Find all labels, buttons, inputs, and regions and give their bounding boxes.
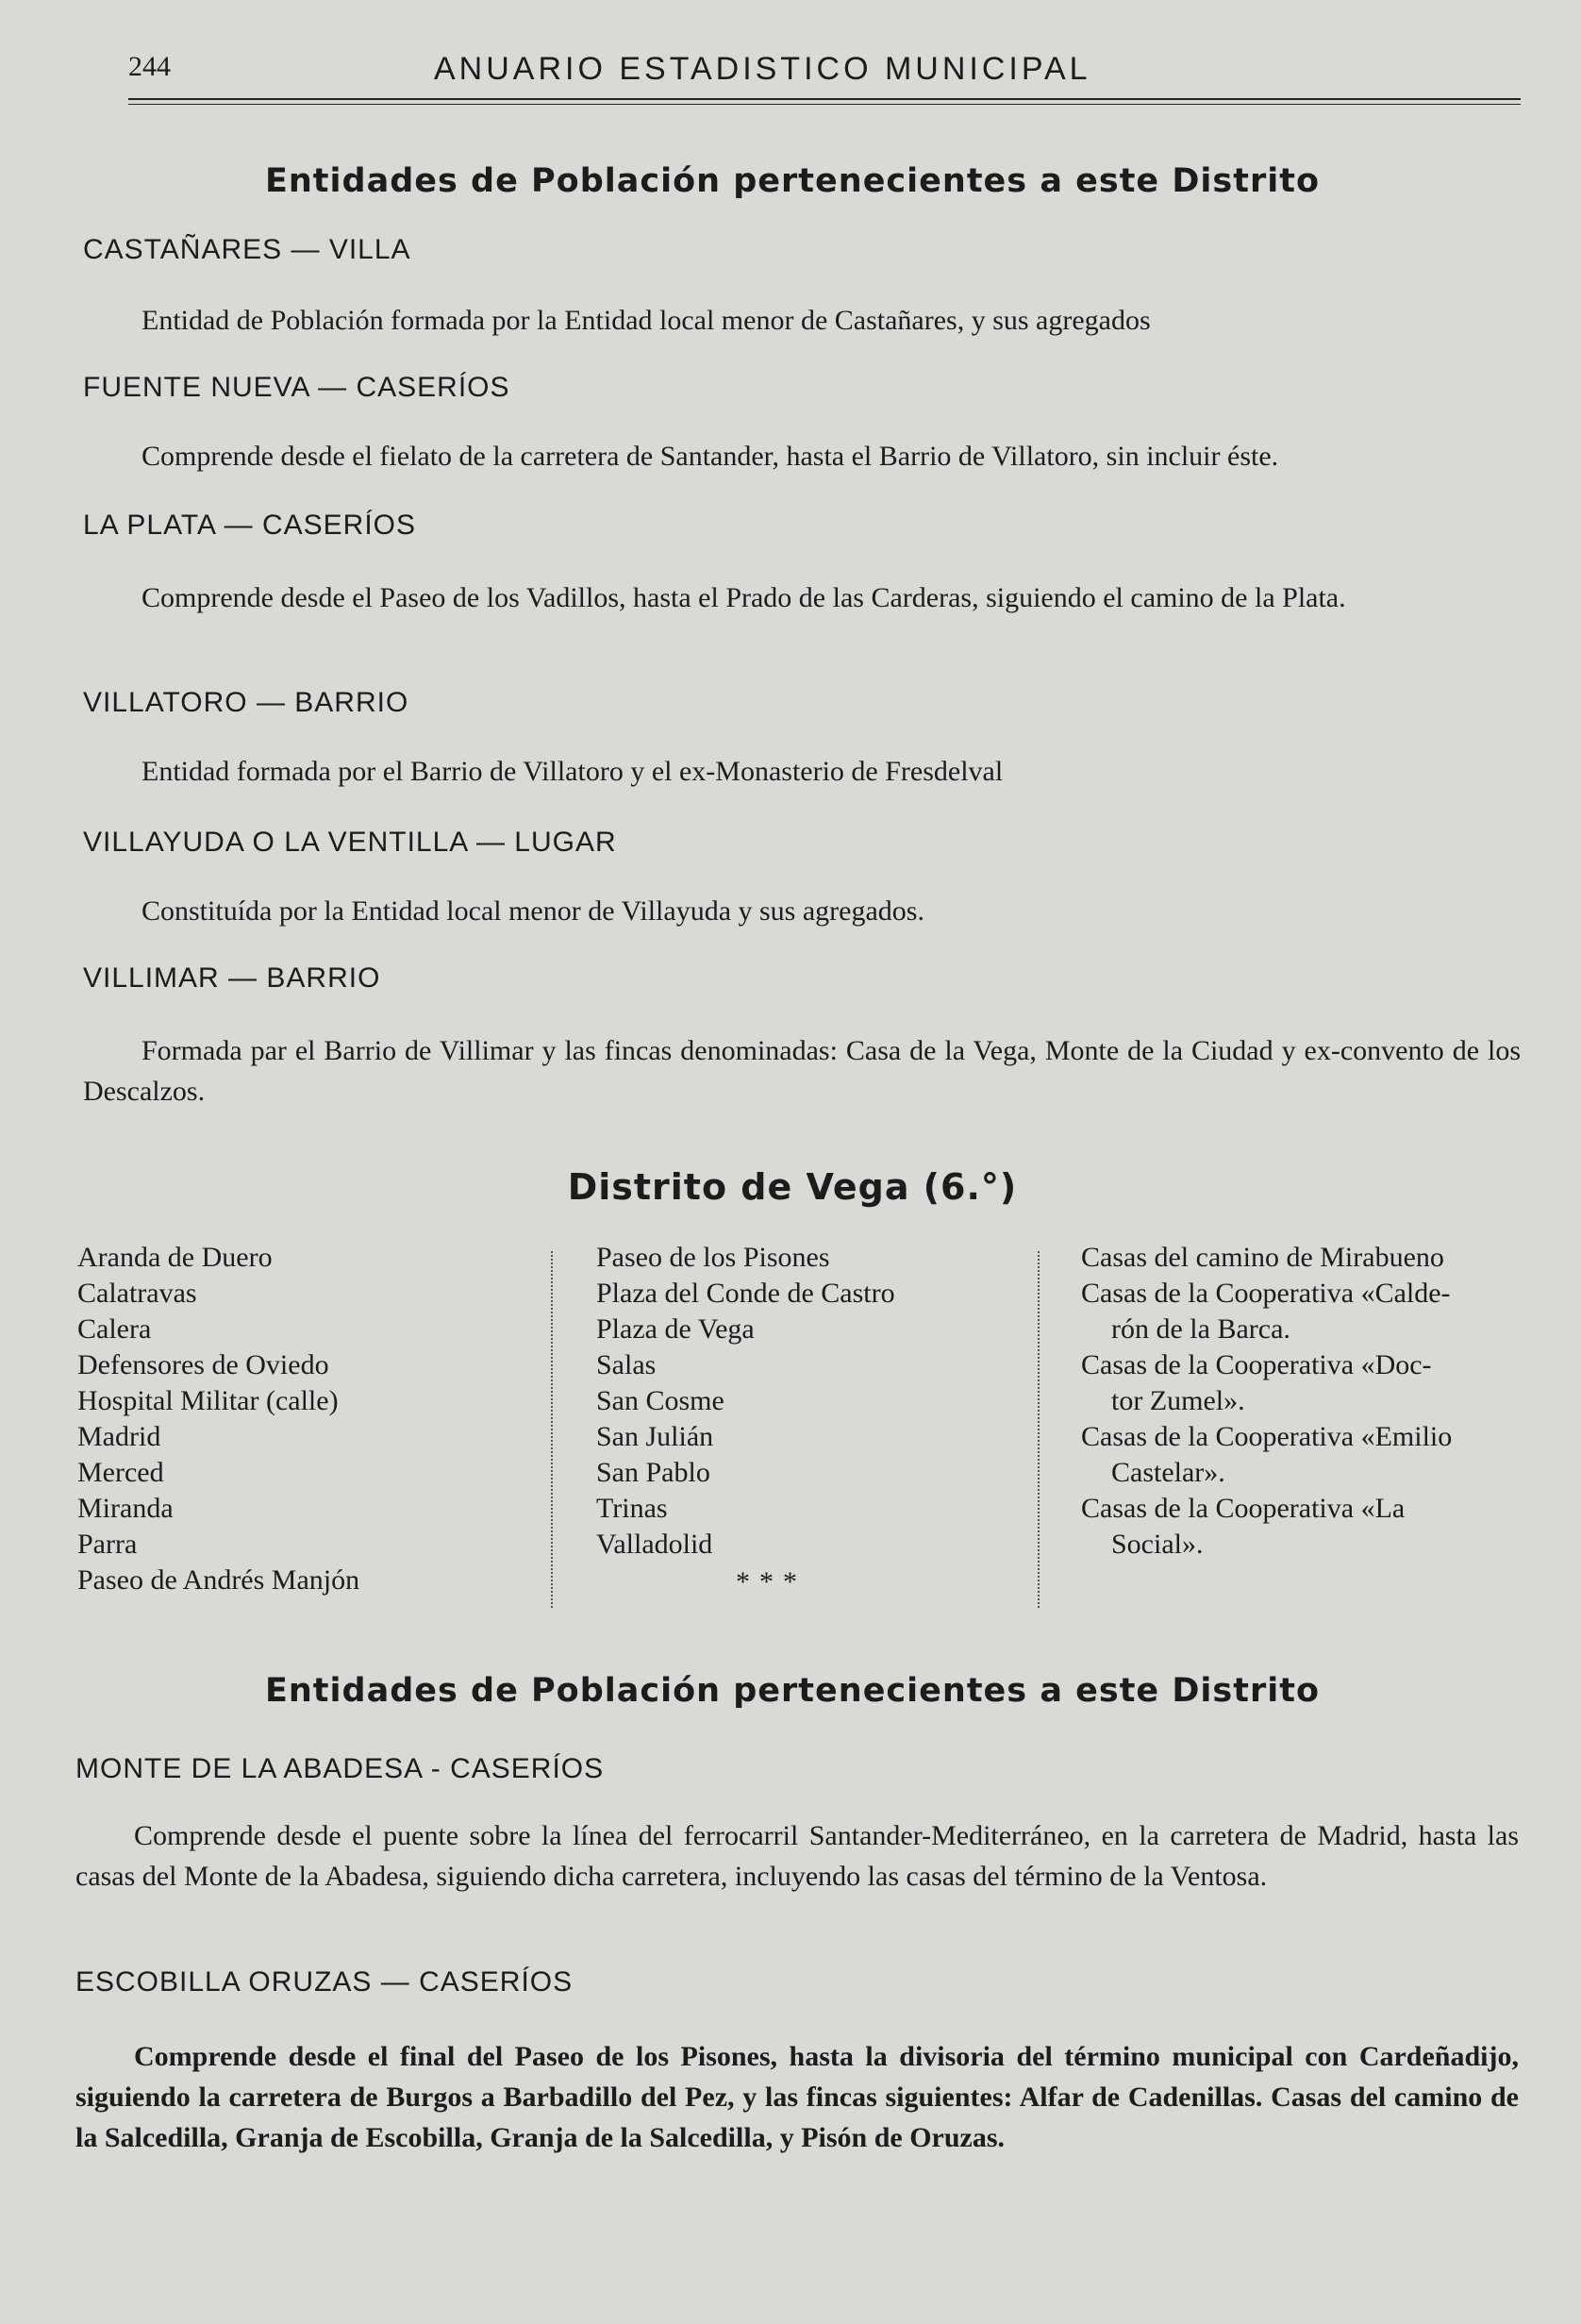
entity-description: Comprende desde el Paseo de los Vadillos, hasta el Prado de las Carderas, siguiendo el camino de la Plata. (141, 582, 1346, 613)
entity-title: FUENTE NUEVA — CASERÍOS (83, 372, 510, 403)
street-name: Hospital Militar (calle) (77, 1385, 339, 1416)
street-column-3 (1081, 1240, 1524, 1563)
street-name: Casas de la Cooperativa «Emilio (1081, 1421, 1453, 1452)
street-entry (1081, 1240, 1524, 1276)
entity-title: VILLATORO — BARRIO (83, 687, 409, 718)
street-entry (1081, 1419, 1524, 1491)
street-name: Plaza del Conde de Castro (596, 1278, 895, 1309)
street-name: Casas de la Cooperativa «Doc- (1081, 1349, 1432, 1380)
entity-description: Entidad formada por el Barrio de Villatoro y el ex-Monasterio de Fresdelval (141, 756, 1004, 787)
page-header (128, 45, 1521, 104)
entity-title: LA PLATA — CASERÍOS (83, 510, 417, 541)
entity-title: MONTE DE LA ABADESA - CASERÍOS (75, 1753, 605, 1784)
street-name: Merced (77, 1457, 164, 1488)
street-name: Valladolid (596, 1529, 713, 1560)
entity-description: Constituída por la Entidad local menor de Villayuda y sus agregados. (141, 895, 924, 927)
street-name: Casas de la Cooperativa «La (1081, 1493, 1406, 1524)
street-entry (1081, 1347, 1524, 1419)
street-name: San Julián (596, 1421, 714, 1452)
entity-description: Comprende desde el final del Paseo de los Pisones, hasta la divisoria del término municipal con Cardeñadijo, siguiendo la carretera de Burgos a Barbadillo del Pez, y las fincas siguientes: Alfar de Cadenillas. Casas del camino de la Salcedilla, Granja de Escobilla, Granja de la Salcedilla, y Pisón de Oruzas. (75, 2041, 1519, 2153)
street-name: Salas (596, 1349, 657, 1380)
entity-title: VILLIMAR — BARRIO (83, 962, 381, 994)
column-divider (1038, 1251, 1040, 1608)
asterism: * * * (736, 1566, 800, 1597)
street-name: San Pablo (596, 1457, 710, 1488)
street-name-continuation: Social». (1111, 1529, 1204, 1560)
running-title: ANUARIO ESTADISTICO MUNICIPAL (434, 51, 1091, 87)
entity-description: Comprende desde el puente sobre la línea del ferrocarril Santander-Mediterráneo, en la carretera de Madrid, hasta las casas del Monte de la Abadesa, siguiendo dicha carretera, incluyendo las casas del término de la Ventosa. (75, 1820, 1519, 1892)
street-entry (1081, 1276, 1524, 1347)
column-divider (551, 1251, 553, 1608)
street-name: Defensores de Oviedo (77, 1349, 329, 1380)
entity-description: Formada par el Barrio de Villimar y las fincas denominadas: Casa de la Vega, Monte de la Ciudad y ex-convento de los Descalzos. (83, 1035, 1521, 1107)
street-entry (1081, 1491, 1524, 1563)
street-name: Casas del camino de Mirabueno (1081, 1242, 1444, 1273)
street-name: Calera (77, 1313, 152, 1345)
street-name-continuation: Castelar». (1111, 1457, 1225, 1488)
street-name: Paseo de Andrés Manjón (77, 1564, 360, 1596)
street-name: Madrid (77, 1421, 161, 1452)
street-name: Aranda de Duero (77, 1242, 273, 1273)
entity-description: Entidad de Población formada por la Entidad local menor de Castañares, y sus agregados (141, 305, 1151, 336)
street-name: Plaza de Vega (596, 1313, 755, 1345)
section-heading: Entidades de Población pertenecientes a este Distrito (264, 162, 1320, 200)
district-title: Distrito de Vega (6.°) (567, 1166, 1018, 1208)
entity-title: ESCOBILLA ORUZAS — CASERÍOS (75, 1966, 574, 1998)
street-name: Calatravas (77, 1278, 197, 1309)
entity-title: CASTAÑARES — VILLA (83, 234, 411, 265)
street-column-2 (596, 1240, 1021, 1563)
street-name: San Cosme (596, 1385, 724, 1416)
entity-description: Comprende desde el fielato de la carretera de Santander, hasta el Barrio de Villatoro, sin incluir éste. (141, 441, 1279, 472)
street-name: Casas de la Cooperativa «Calde- (1081, 1278, 1451, 1309)
page-number: 244 (128, 51, 171, 82)
street-name-continuation: tor Zumel». (1111, 1385, 1245, 1416)
street-name: Parra (77, 1529, 138, 1560)
street-column-1 (77, 1240, 530, 1598)
street-name: Paseo de los Pisones (596, 1242, 830, 1273)
header-rule (128, 98, 1521, 100)
street-name: Trinas (596, 1493, 668, 1524)
street-name: Miranda (77, 1493, 174, 1524)
section-heading: Entidades de Población pertenecientes a este Distrito (264, 1672, 1320, 1710)
entity-title: VILLAYUDA O LA VENTILLA — LUGAR (83, 827, 617, 858)
header-rule-thin (128, 104, 1521, 105)
street-name-continuation: rón de la Barca. (1111, 1313, 1290, 1345)
